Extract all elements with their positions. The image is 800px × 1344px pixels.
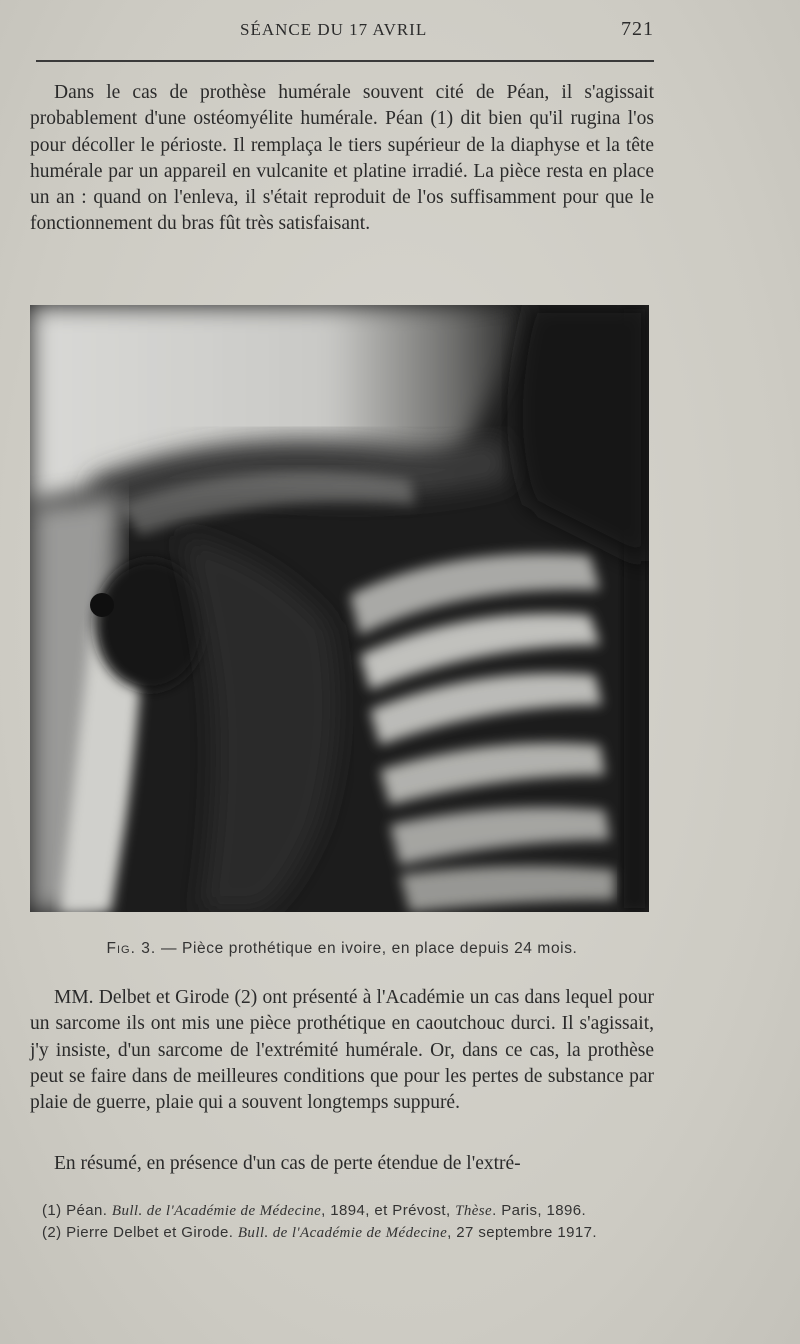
header-rule	[36, 60, 654, 62]
footnote-1-text-before: Péan.	[61, 1202, 112, 1219]
footnote-2-journal: Bull. de l'Académie de Médecine	[237, 1225, 448, 1241]
xray-figure	[30, 305, 649, 912]
figure-caption-text: — Pièce prothétique en ivoire, en place depuis 24 mois.	[156, 940, 578, 957]
footnote-1-mark: (1)	[42, 1202, 62, 1219]
figure-label: Fig. 3.	[106, 940, 157, 957]
footnote-1-text-after: . Paris, 1896.	[492, 1202, 587, 1219]
figure-caption	[30, 940, 654, 958]
footnote-1-journal: Bull. de l'Académie de Médecine	[111, 1203, 322, 1219]
footnote-1-these: Thèse	[455, 1203, 493, 1219]
footnote-2-text-before: Pierre Delbet et Girode.	[61, 1224, 238, 1241]
footnote-2	[30, 1222, 654, 1244]
paragraph-delbet-girode: MM. Delbet et Girode (2) ont présenté à l'Académie un cas dans lequel pour un sarcome ils ont mis une pièce prothétique en caoutchouc durci. Il s'agissait, j'y insiste, d'un sarcome de l'extrémité humérale. Or, dans ce cas, la prothèse peut se faire dans de meilleures conditions que pour les pertes de substance par plaie de guerre, plaie qui a souvent longtemps suppuré.	[30, 987, 654, 1114]
footnote-1-text-mid: , 1894, et Prévost,	[321, 1202, 456, 1219]
footnote-1	[30, 1200, 654, 1222]
footnote-2-mark: (2)	[42, 1224, 62, 1241]
running-head	[30, 18, 658, 48]
paragraph-prosthesis-pean: Dans le cas de prothèse humérale souvent cité de Péan, il s'agissait probablement d'une ostéomyélite humérale. Péan (1) dit bien qu'il rugina l'os pour décoller le périoste. Il remplaça le tiers supérieur de la diaphyse et la tête humérale par un appareil en vulcanite et platine irradié. La pièce resta en place un an : quand on l'enleva, il s'était reproduit de l'os suffisamment pour que le fonctionnement du bras fût très satisfaisant.	[30, 82, 654, 235]
paragraph-en-resume: En résumé, en présence d'un cas de perte étendue de l'extré-	[54, 1153, 521, 1174]
xray-image	[30, 305, 649, 912]
footnote-2-text-after: , 27 septembre 1917.	[447, 1224, 597, 1241]
page-number: 721	[621, 18, 654, 40]
footnotes	[30, 1200, 654, 1244]
running-head-title: SÉANCE DU 17 AVRIL	[240, 20, 428, 39]
